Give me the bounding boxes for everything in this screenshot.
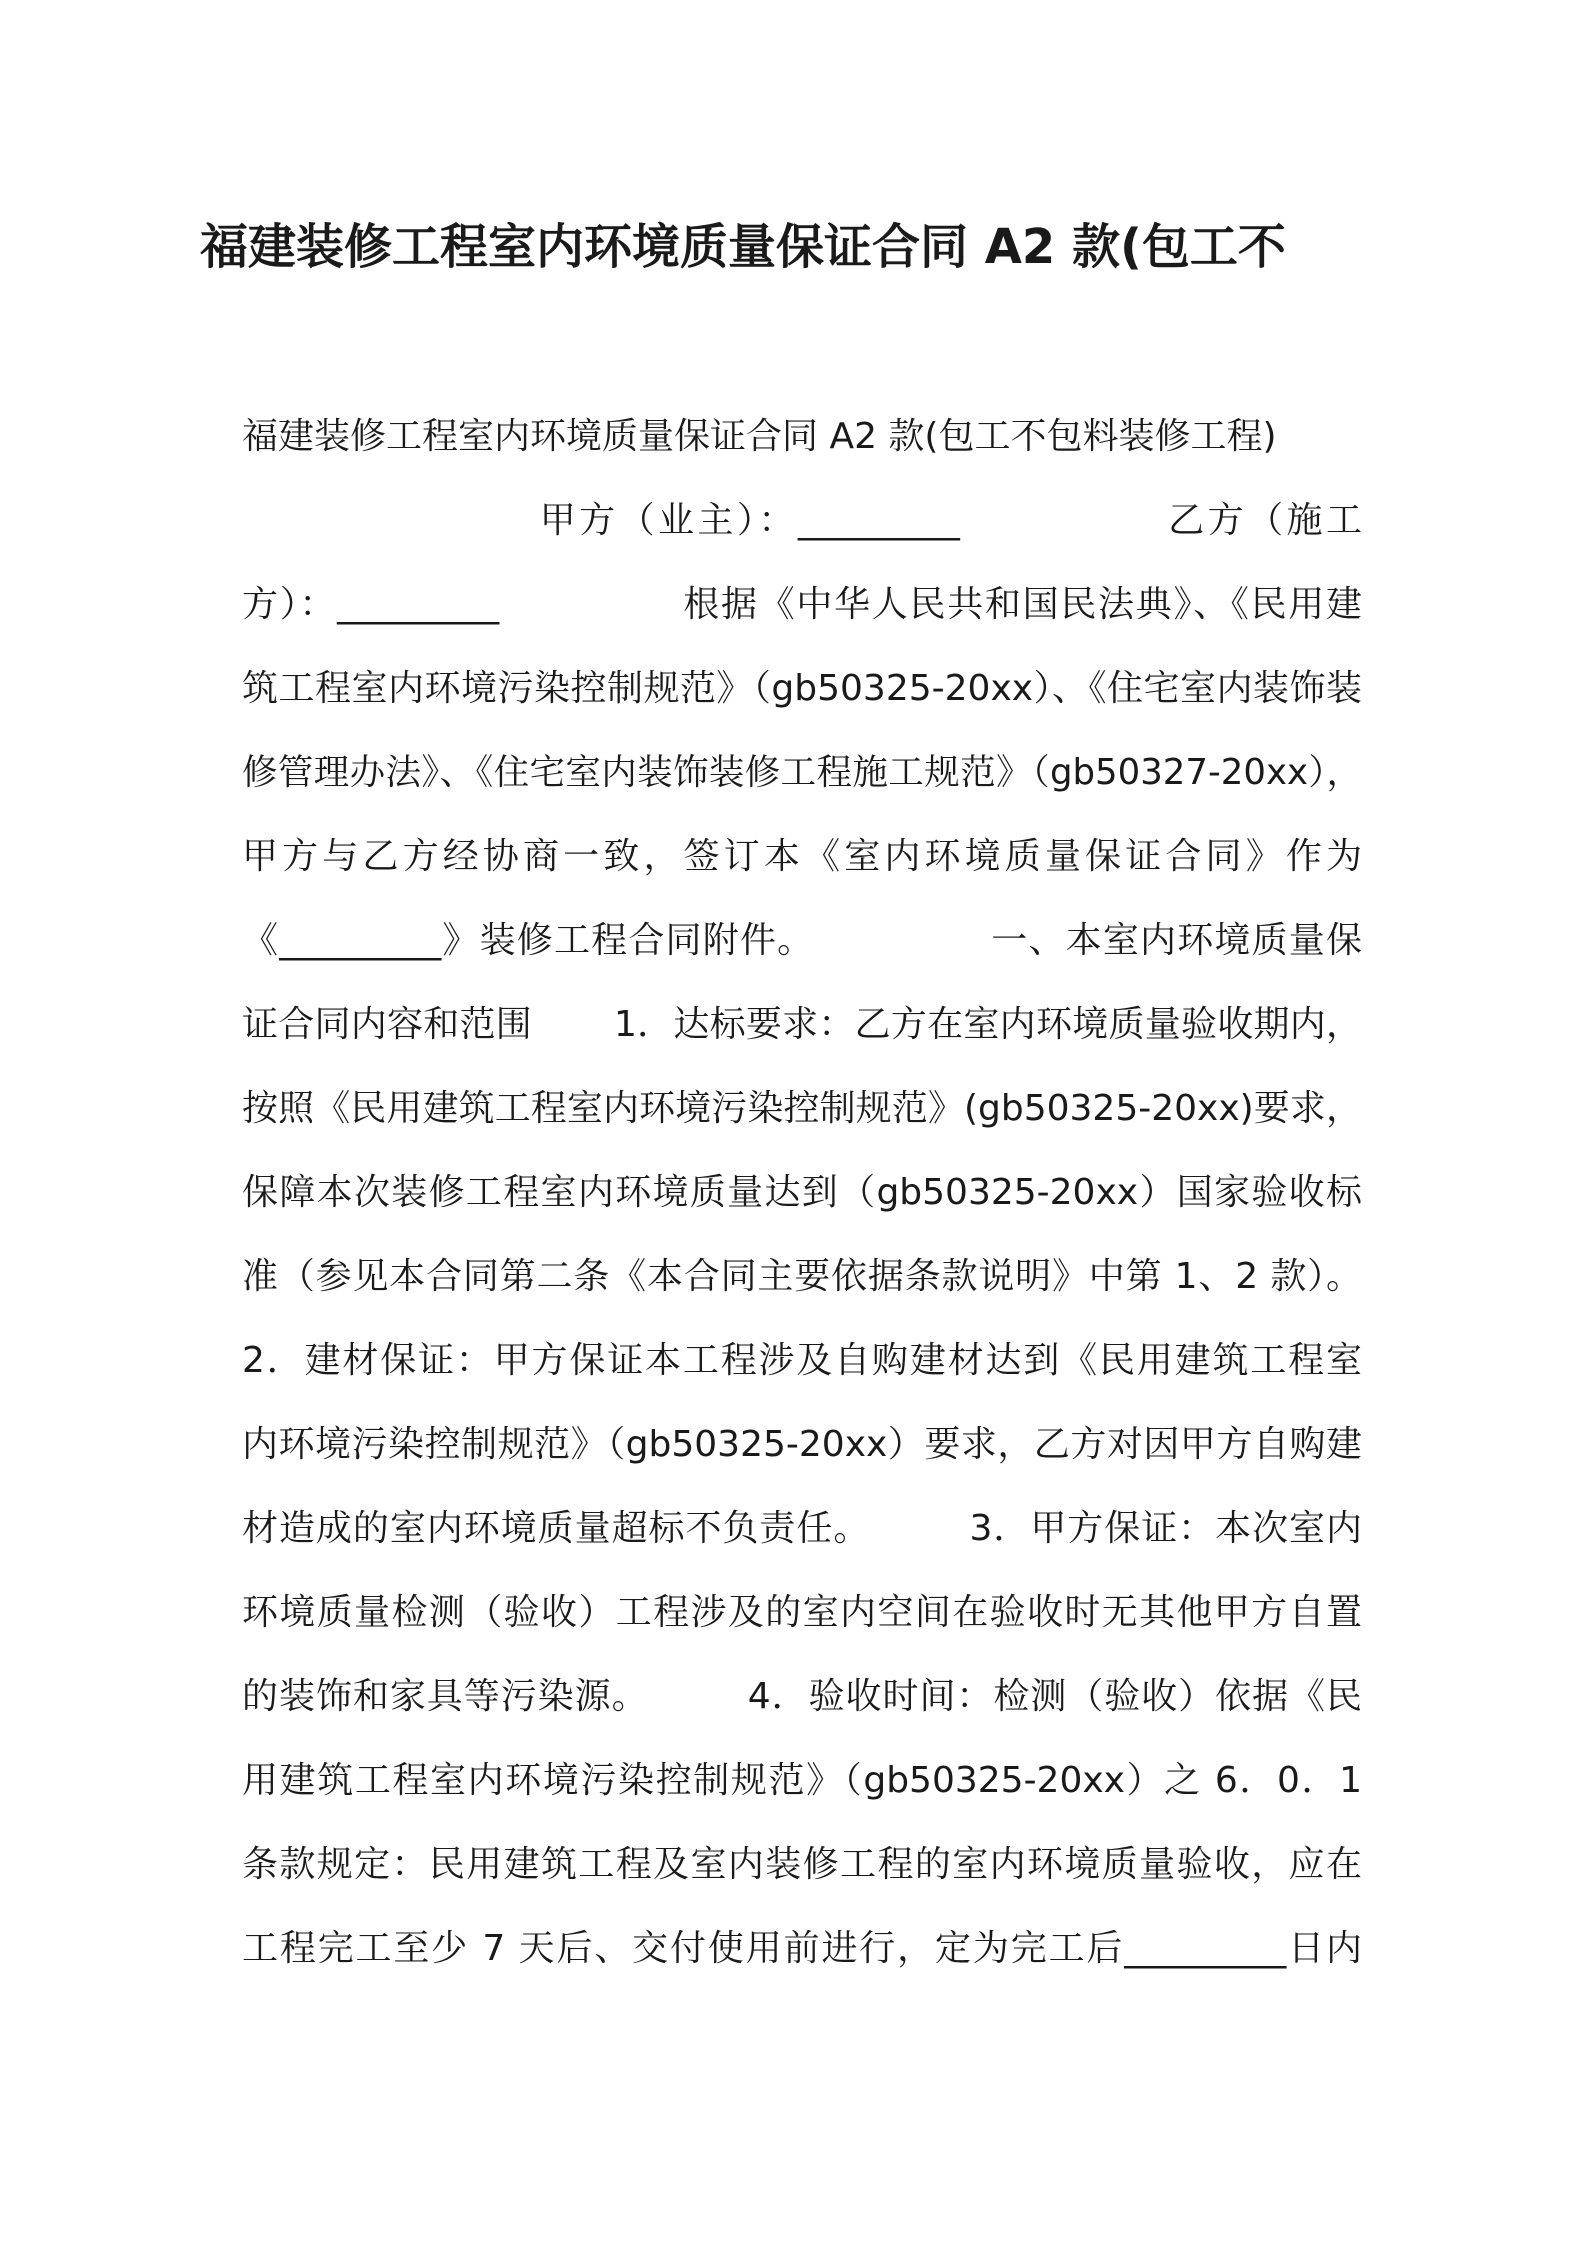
paragraph-line: 材造成的室内环境质量超标不负责任。 3．甲方保证：本次室内 (242, 1508, 1362, 1549)
paragraph-line: 证合同内容和范围 1．达标要求：乙方在室内环境质量验收期内， (242, 1004, 1362, 1045)
paragraph-line: 用建筑工程室内环境污染控制规范》（gb50325-20xx）之 6．0．1 (242, 1760, 1362, 1801)
paragraph-line: 修管理办法》、《住宅室内装饰装修工程施工规范》（gb50327-20xx）， (242, 752, 1362, 793)
document-title: 福建装修工程室内环境质量保证合同 A2 款(包工不 (200, 219, 1286, 275)
paragraph-line: 甲方与乙方经协商一致，签订本《室内环境质量保证合同》作为 (242, 836, 1362, 877)
paragraph-line: 条款规定：民用建筑工程及室内装修工程的室内环境质量验收，应在 (242, 1844, 1362, 1885)
paragraph-line: 《_________》装修工程合同附件。 一、本室内环境质量保 (242, 920, 1362, 961)
paragraph-line: 甲方（业主）：_________ 乙方（施工 (242, 500, 1362, 541)
paragraph-line: 内环境污染控制规范》（gb50325-20xx）要求，乙方对因甲方自购建 (242, 1424, 1362, 1465)
paragraph-line: 工程完工至少 7 天后、交付使用前进行，定为完工后_________日内 (242, 1928, 1362, 1969)
paragraph-line: 的装饰和家具等污染源。 4．验收时间：检测（验收）依据《民 (242, 1676, 1362, 1717)
paragraph-line: 2．建材保证：甲方保证本工程涉及自购建材达到《民用建筑工程室 (242, 1340, 1362, 1381)
paragraph-line: 筑工程室内环境污染控制规范》（gb50325-20xx）、《住宅室内装饰装 (242, 668, 1362, 709)
paragraph-line: 保障本次装修工程室内环境质量达到（gb50325-20xx）国家验收标 (242, 1172, 1362, 1213)
paragraph-line: 福建装修工程室内环境质量保证合同 A2 款(包工不包料装修工程) (242, 416, 1277, 457)
paragraph-line: 准（参见本合同第二条《本合同主要依据条款说明》中第 1、2 款）。 (242, 1256, 1362, 1297)
paragraph-line: 方）：_________ 根据《中华人民共和国民法典》、《民用建 (242, 584, 1362, 625)
paragraph-line: 按照《民用建筑工程室内环境污染控制规范》(gb50325-20xx)要求， (242, 1088, 1362, 1129)
paragraph-line: 环境质量检测（验收）工程涉及的室内空间在验收时无其他甲方自置 (242, 1592, 1362, 1633)
